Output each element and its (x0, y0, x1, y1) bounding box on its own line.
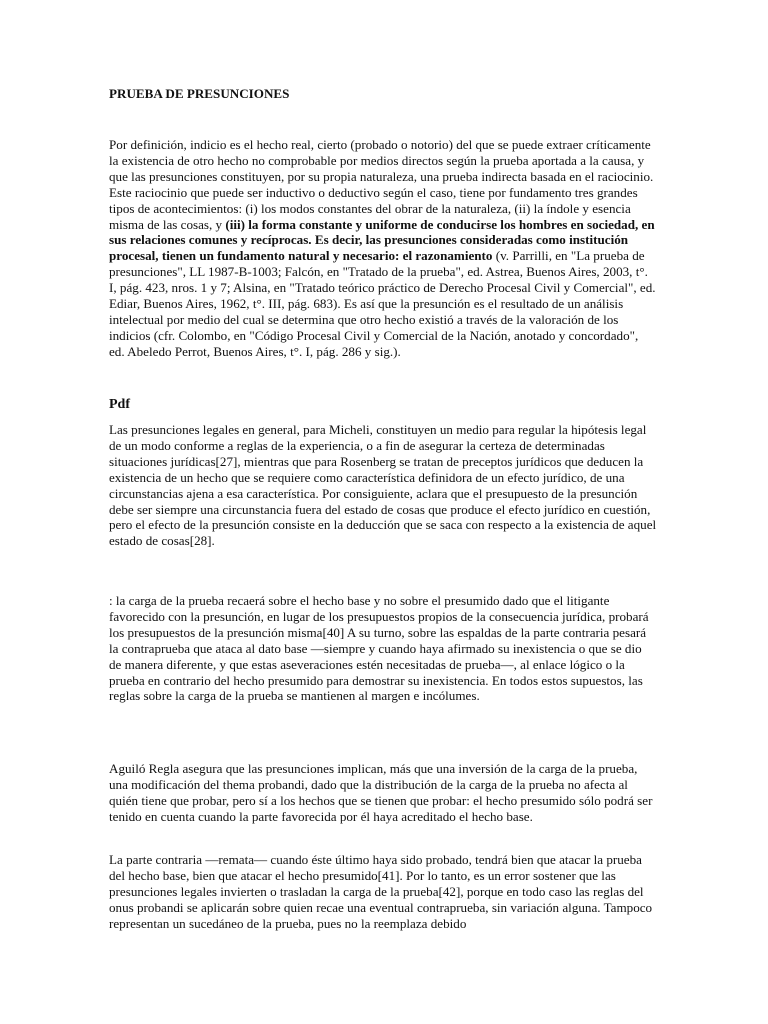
paragraph-aguilo-regla: Aguiló Regla asegura que las presunciones implican, más que una inversión de la carga de la prueba, una modificación del thema probandi, dado que la distribución de la carga de la prueba no afecta al quién tiene que probar, pero sí a los hechos que se tienen que probar: el hecho presumido sólo podrá ser tenido en cuenta cuando la parte favorecida por él haya acreditado el hecho base. (109, 761, 653, 824)
paragraph-definition (109, 137, 657, 360)
paragraph-carga-prueba: : la carga de la prueba recaerá sobre el hecho base y no sobre el presumido dado que el litigante favorecido con la presunción, en lugar de los presupuestos propios de la consecuencia jurídica, probará los presupuestos de la presunción misma[40] A su turno, sobre las espaldas de la parte contraria pesará la contraprueba que ataca al dato base —siempre y cuando haya afirmado su inexistencia o que se dio de manera diferente, y que estas aseveraciones estén necesitadas de prueba—, al enlace lógico o la prueba en contrario del hecho presumido para demostrar su inexistencia. En todos estos supuestos, las reglas sobre la carga de la prueba se mantienen al margen e incólumes. (109, 593, 649, 704)
paragraph-definition-bold: (iii) la forma constante y uniforme de conducirse los hombres en sociedad, en sus relaciones comunes y recíprocas. Es decir, las presunciones consideradas como institución procesal, tienen un fundamento natural y necesario: el razonamiento (109, 216, 655, 264)
paragraph-micheli: Las presunciones legales en general, para Micheli, constituyen un medio para regular la hipótesis legal de un modo conforme a reglas de la experiencia, o a fin de asegurar la certeza de determinadas situaciones jurídicas[27], mientras que para Rosenberg se tratan de preceptos jurídicos que deducen la existencia de un hecho que se requiere como característica definidora de un efecto jurídico, de una circunstancias ajena a esa característica. Por consiguiente, aclara que el presupuesto de la presunción debe ser siempre una circunstancia fuera del estado de cosas que produce el efecto jurídico en cuestión, pero el efecto de la presunción consiste en la deducción que se saca con respecto a la existencia de aquel estado de cosas[28]. (109, 422, 657, 549)
pdf-heading: Pdf (109, 397, 130, 412)
paragraph-definition-text-b: (v. Parrilli, en "La prueba de presunciones", LL 1987-B-1003; Falcón, en "Tratado de la prueba", ed. Astrea, Buenos Aires, 2003, t°. I, pág. 423, nros. 1 y 7; Alsina, en "Tratado teórico práctico de Derecho Procesal Civil y Comercial", ed. Ediar, Buenos Aires, 1962, t°. III, pág. 683). Es así que la presunción es el resultado de un análisis intelectual por medio del cual se determina que otro hecho existió a través de la valoración de los indicios (cfr. Colombo, en "Código Procesal Civil y Comercial de la Nación, anotado y concordado", ed. Abeledo Perrot, Buenos Aires, t°. I, pág. 286 y sig.). (109, 248, 656, 359)
document-title: PRUEBA DE PRESUNCIONES (109, 86, 290, 101)
paragraph-definition-text-a: Por definición, indicio es el hecho real, cierto (probado o notorio) del que se puede extraer críticamente la existencia de otro hecho no comprobable por medios directos según la prueba aportada a la causa, y que las presunciones constituyen, por su propia naturaleza, una prueba indirecta basada en el raciocinio. Este raciocinio que puede ser inductivo o deductivo según el caso, tiene por fundamento tres grandes tipos de acontecimientos: (i) los modos constantes del obrar de la naturaleza, (ii) la índole y esencia misma de las cosas, y (109, 137, 654, 232)
paragraph-parte-contraria: La parte contraria —remata— cuando éste último haya sido probado, tendrá bien que atacar la prueba del hecho base, bien que atacar el hecho presumido[41]. Por lo tanto, es un error sostener que las presunciones legales invierten o trasladan la carga de la prueba[42], porque en todo caso las reglas del onus probandi se aplicarán sobre quien recae una eventual contraprueba, sin variación alguna. Tampoco representan un sucedáneo de la prueba, pues no la reemplaza debido (109, 852, 653, 931)
